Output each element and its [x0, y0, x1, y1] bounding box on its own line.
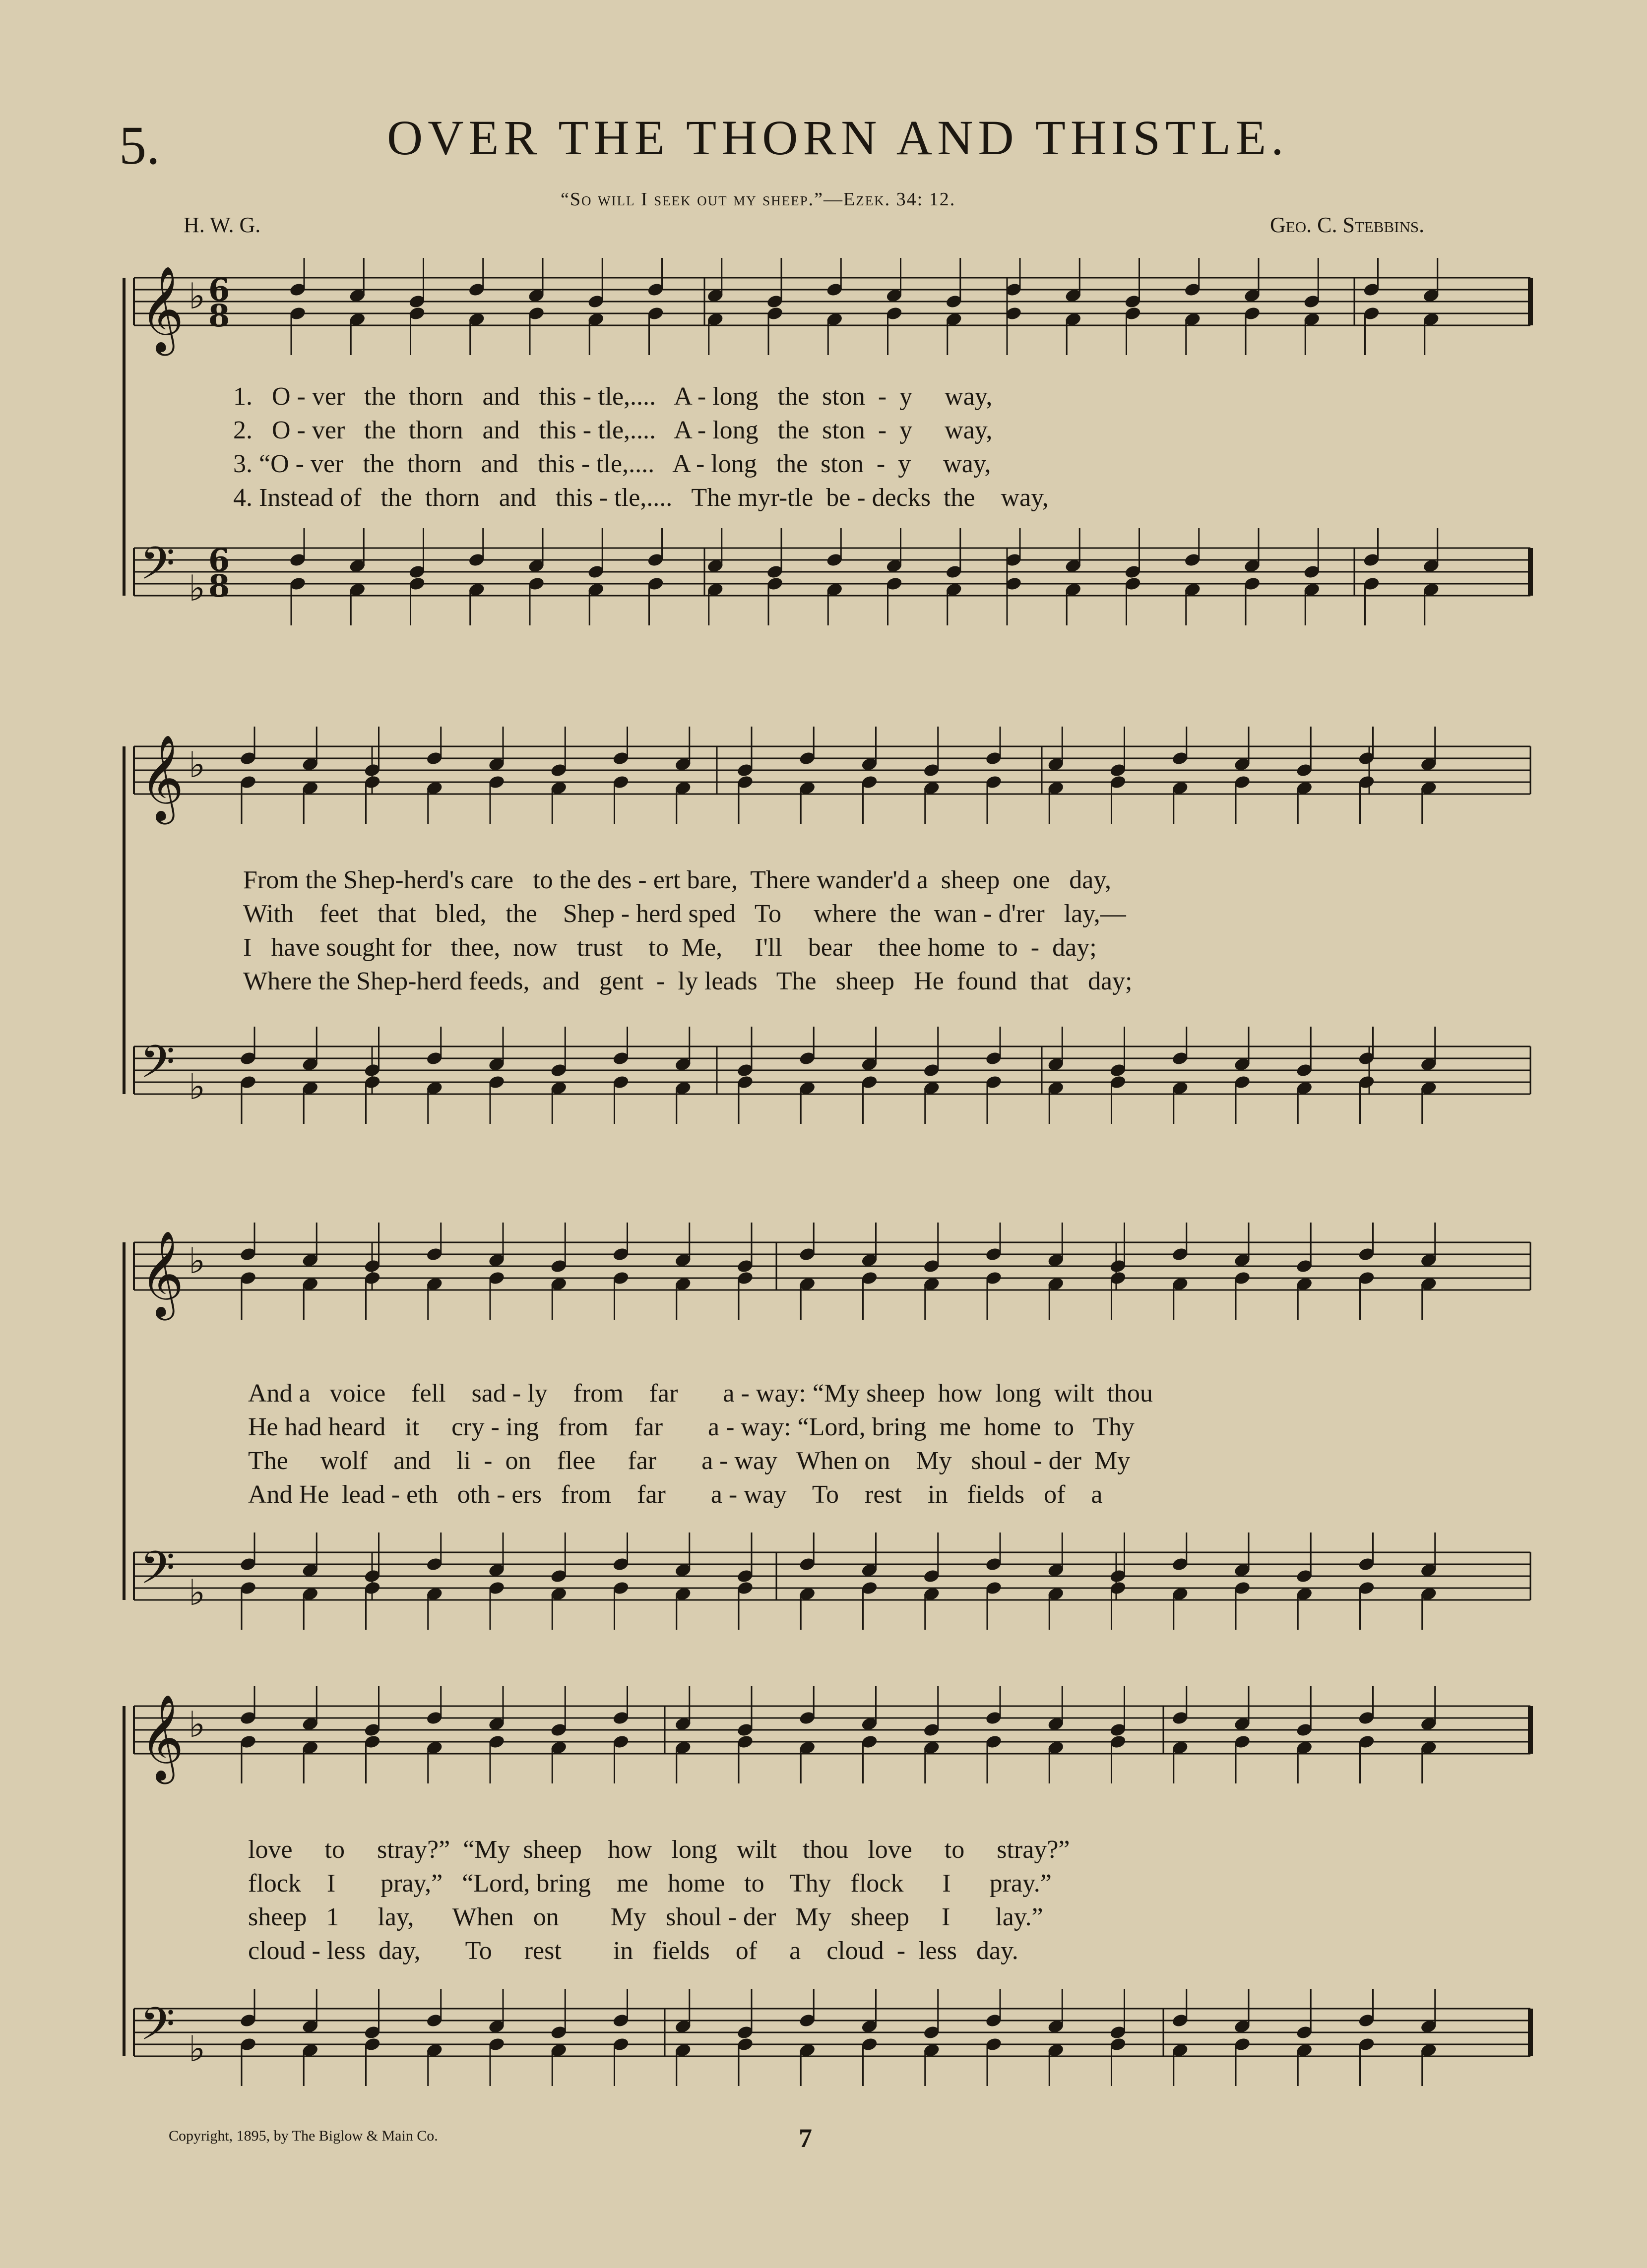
- flat-icon: ♭: [189, 744, 205, 786]
- flat-icon: ♭: [189, 2028, 205, 2070]
- flat-icon: ♭: [189, 275, 205, 317]
- bass-clef-icon: 𝄢: [140, 1036, 175, 1099]
- page-number: 7: [799, 2123, 812, 2153]
- flat-icon: ♭: [189, 1704, 205, 1745]
- flat-icon: ♭: [189, 567, 205, 609]
- composer-name: Geo. C. Stebbins.: [1270, 213, 1425, 237]
- lyric-line: love to stray?” “My sheep how long wilt thou love to stray?”: [248, 1836, 1070, 1864]
- time-signature-bottom: 8: [208, 568, 230, 604]
- treble-clef-icon: 𝄞: [140, 266, 184, 352]
- lyric-line: With feet that bled, the Shep - herd sped To where the wan - d'rer lay,—: [243, 900, 1126, 928]
- hymn-number: 5.: [119, 115, 160, 176]
- bass-clef-icon: 𝄢: [140, 1541, 175, 1605]
- treble-clef-icon: 𝄞: [140, 1230, 184, 1317]
- flat-icon: ♭: [189, 1066, 205, 1107]
- hymn-title: OVER THE THORN AND THISTLE.: [387, 110, 1289, 165]
- lyric-line: 2. O - ver the thorn and this - tle,.... A - long the ston - y way,: [233, 416, 993, 444]
- lyric-line: 1. O - ver the thorn and this - tle,.... A - long the ston - y way,: [233, 382, 993, 411]
- lyric-line: And a voice fell sad - ly from far a - way: “My sheep how long wilt thou: [248, 1379, 1153, 1408]
- lyric-line: flock I pray,” “Lord, bring me home to Thy flock I pray.”: [248, 1869, 1052, 1898]
- bass-clef-icon: 𝄢: [140, 537, 175, 601]
- time-signature-top: 6: [208, 542, 230, 578]
- flat-icon: ♭: [189, 1572, 205, 1613]
- flat-icon: ♭: [189, 1240, 205, 1282]
- copyright-notice: Copyright, 1895, by The Biglow & Main Co.: [169, 2128, 438, 2144]
- lyric-line: sheep 1 lay, When on My shoul - der My sheep I lay.”: [248, 1903, 1043, 1931]
- bass-clef-icon: 𝄢: [140, 1998, 175, 2061]
- lyric-line: Where the Shep-herd feeds, and gent - ly leads The sheep He found that day;: [243, 967, 1133, 995]
- time-signature-top: 6: [208, 272, 230, 308]
- treble-clef-icon: 𝄞: [140, 1694, 184, 1780]
- lyric-line: 3. “O - ver the thorn and this - tle,.... A - long the ston - y way,: [233, 450, 991, 478]
- lyric-line: And He lead - eth oth - ers from far a - way To rest in fields of a: [248, 1480, 1103, 1509]
- scripture-reference: “So will I seek out my sheep.”—Ezek. 34: 12.: [561, 189, 956, 210]
- lyric-line: 4. Instead of the thorn and this - tle,.... The myr-tle be - decks the way,: [233, 484, 1049, 512]
- lyric-line: I have sought for thee, now trust to Me, I'll bear thee home to - day;: [243, 933, 1097, 962]
- lyric-line: cloud - less day, To rest in fields of a cloud - less day.: [248, 1937, 1018, 1965]
- treble-clef-icon: 𝄞: [140, 735, 184, 821]
- time-signature-bottom: 8: [208, 298, 230, 334]
- lyric-line: From the Shep-herd's care to the des - ert bare, There wander'd a sheep one day,: [243, 866, 1111, 894]
- lyric-line: He had heard it cry - ing from far a - way: “Lord, bring me home to Thy: [248, 1413, 1135, 1441]
- lyric-line: The wolf and li - on flee far a - way When on My shoul - der My: [248, 1447, 1131, 1475]
- author-initials: H. W. G.: [184, 213, 261, 237]
